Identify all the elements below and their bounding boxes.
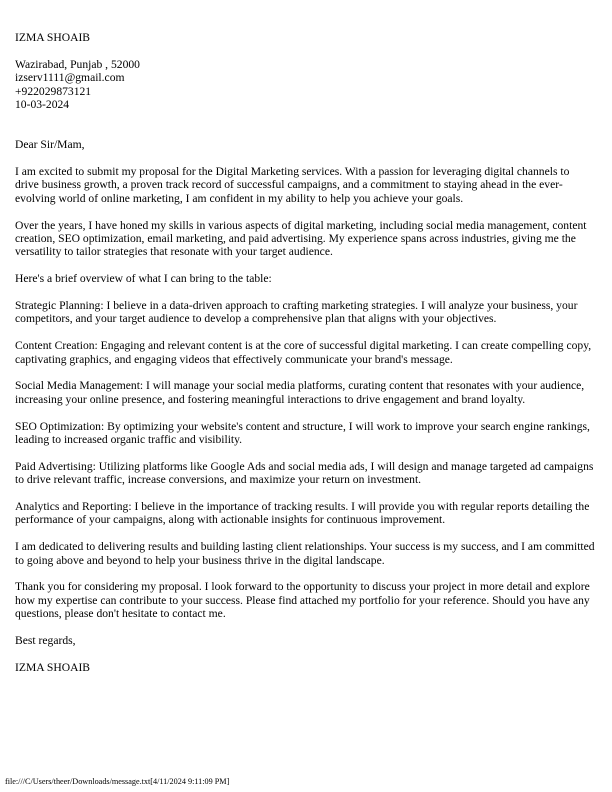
- file-path-footer: file:///C/Users/theer/Downloads/message.txt[4/11/2024 9:11:09 PM]: [5, 777, 230, 786]
- sender-email: izserv1111@gmail.com: [15, 71, 125, 85]
- paragraph-seo: SEO Optimization: By optimizing your website's content and structure, I will work to improve your search engine rankings, leading to increased organic traffic and visibility.: [15, 419, 590, 447]
- paragraph-paid-advertising: Paid Advertising: Utilizing platforms like Google Ads and social media ads, I will design and manage targeted ad campaigns to drive relevant traffic, increase conversions, and maximize your return on investment.: [15, 459, 594, 487]
- letter-page: [15, 31, 595, 674]
- paragraph-content-creation: Content Creation: Engaging and relevant content is at the core of successful digital marketing. I can create compelling copy, captivating graphics, and engaging videos that effectively communicate your brand's message.: [15, 339, 592, 366]
- paragraph-social-media: Social Media Management: I will manage your social media platforms, curating content that resonates with your audience, increasing your online presence, and fostering meaningful interactions to drive engagement and brand loyalty.: [15, 379, 585, 406]
- paragraph-overview: Here's a brief overview of what I can bring to the table:: [15, 272, 272, 286]
- signature: IZMA SHOAIB: [15, 660, 91, 674]
- closing: Best regards,: [15, 634, 76, 648]
- sender-phone: +922029873121: [15, 84, 92, 98]
- sender-address: Wazirabad, Punjab , 52000: [15, 57, 140, 71]
- paragraph-analytics: Analytics and Reporting: I believe in the importance of tracking results. I will provide you with regular reports detailing the performance of your campaigns, along with actionable insights for continuous improvement.: [15, 500, 590, 527]
- paragraph-thank-you: Thank you for considering my proposal. I look forward to the opportunity to discuss your project in more detail and explore how my expertise can contribute to your success. Please find attached my portfolio for your reference. Should you have any questions, please don't hesitate to contact me.: [15, 580, 590, 621]
- paragraph-experience: Over the years, I have honed my skills in various aspects of digital marketing, including social media management, content creation, SEO optimization, email marketing, and paid advertising. My experience spans across industries, giving me the versatility to tailor strategies that resonate with your target audience.: [15, 218, 587, 259]
- sender-name: IZMA SHOAIB: [15, 31, 91, 44]
- salutation: Dear Sir/Mam,: [15, 138, 85, 152]
- paragraph-intro: I am excited to submit my proposal for the Digital Marketing services. With a passion for leveraging digital channels to drive business growth, a proven track record of successful campaigns, and a commitment to staying ahead in the ever-evolving world of online marketing, I am confident in my ability to help you achieve your goals.: [15, 165, 570, 205]
- letter-date: 10-03-2024: [15, 98, 70, 112]
- paragraph-dedication: I am dedicated to delivering results and building lasting client relationships. Your success is my success, and I am committed to going above and beyond to help your business thrive in the digital landscape.: [15, 540, 595, 567]
- paragraph-strategic-planning: Strategic Planning: I believe in a data-driven approach to crafting marketing strategies. I will analyze your business, your competitors, and your target audience to develop a comprehensive plan that aligns with your objectives.: [15, 299, 578, 326]
